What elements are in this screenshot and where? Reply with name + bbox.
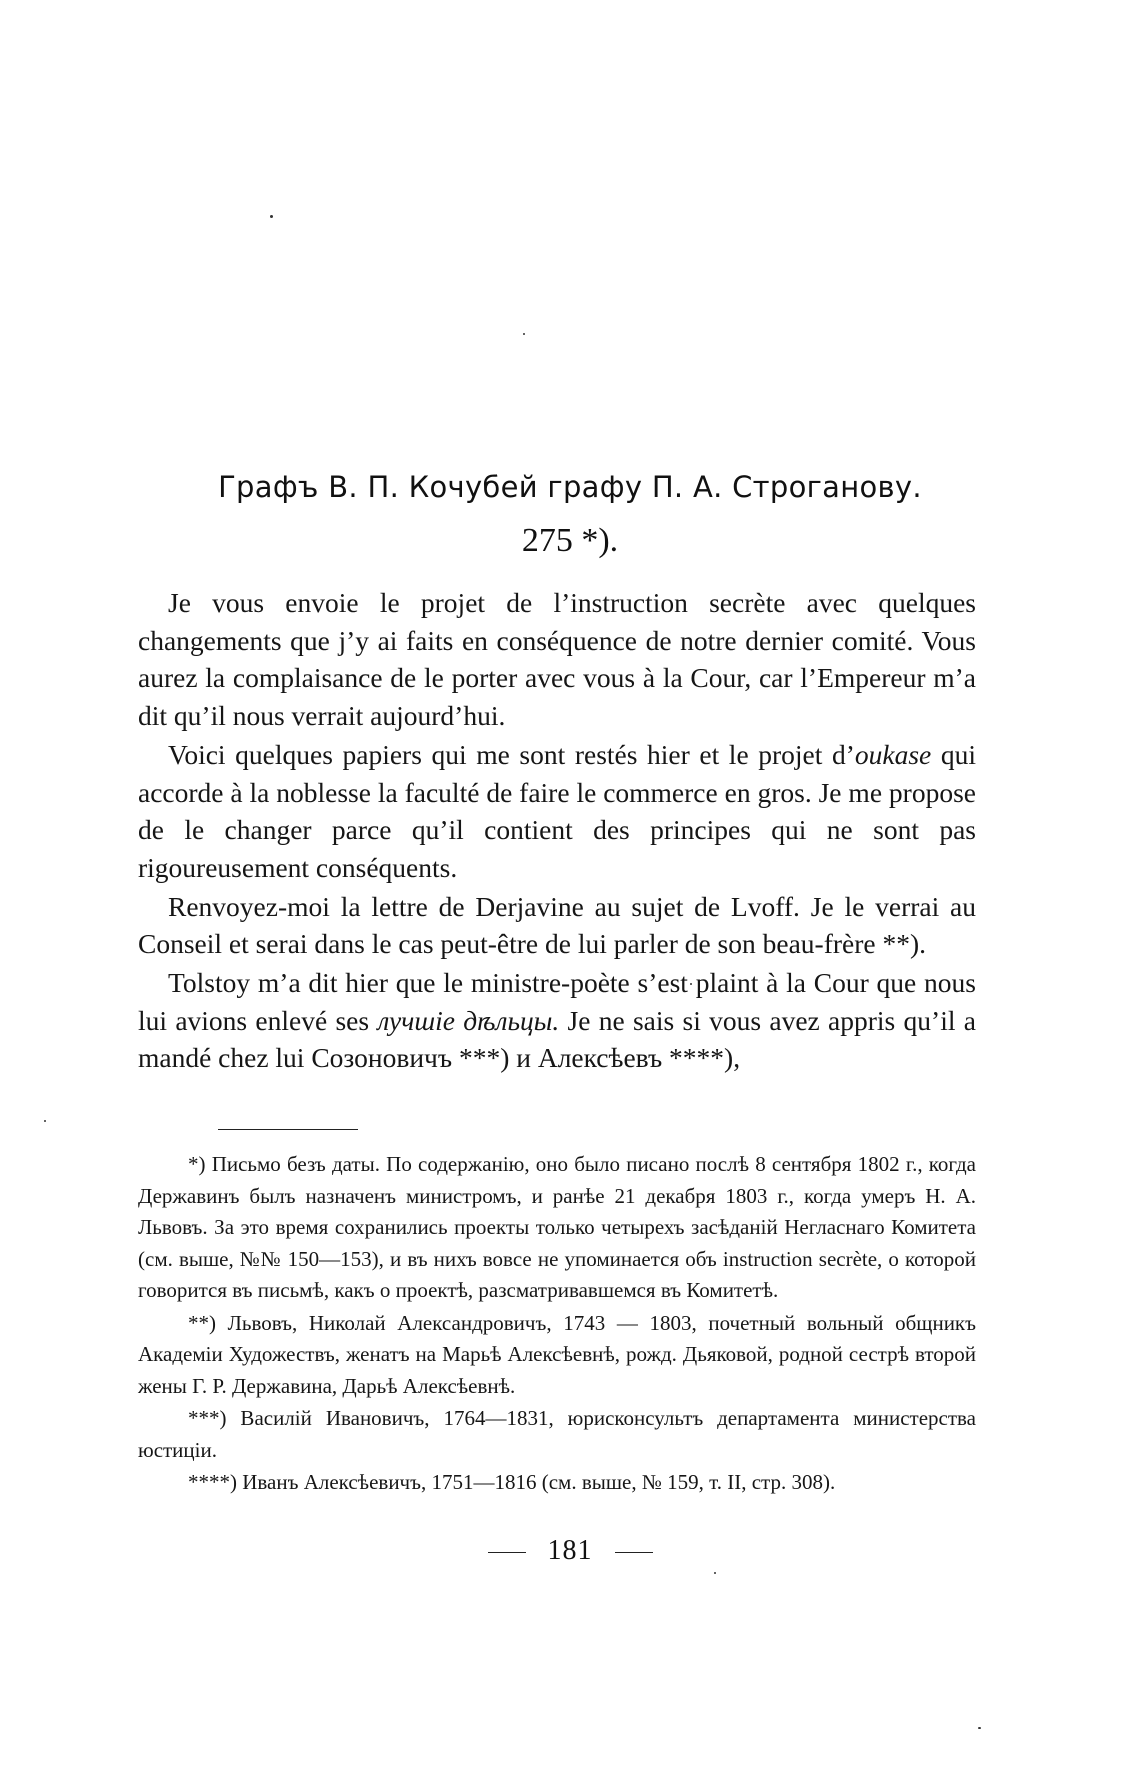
paragraph-4-italic: лучшіе дѣльцы. (377, 1004, 560, 1036)
page-number-value: 181 (547, 1535, 593, 1566)
document-number: 275 *). (521, 522, 619, 559)
paragraph-2-italic: oukase (854, 738, 932, 770)
letter-body (138, 584, 976, 1077)
paragraph-1: Je vous envoie le projet de l’instruction secrète avec quelques changements que j’y ai faits en conséquence de notre dernier comité. Vous aurez la complaisance de le porter avec vous à la Cour, car l’Empereur m’a dit qu’il nous verrait aujourd’hui. (138, 587, 976, 732)
scan-speck (978, 1727, 981, 1729)
footnote-divider (218, 1129, 358, 1130)
scan-speck (523, 333, 525, 335)
paragraph-4 (138, 964, 976, 1077)
footnote-3: ***) Василій Ивановичъ, 1764—1831, юрисконсультъ департамента министерства юстиціи. (138, 1406, 976, 1462)
footnotes (138, 1149, 976, 1499)
paragraph-2 (138, 736, 976, 887)
dash-right (615, 1552, 653, 1554)
paragraph-2-text-b: qui accorde à la noblesse la faculté de faire le commerce en gros. Je me propose de le changer parce qu’il contient des principes qui ne sont pas rigoureusement conséquents. (138, 738, 976, 883)
paragraph-2-text-a: Voici quelques papiers qui me sont restés hier et le projet d’ (168, 738, 855, 770)
letter-heading: Графъ В. П. Кочубей графу П. А. Строганову. (218, 470, 922, 504)
paragraph-4-text-a: Tolstoy m’a dit hier que le ministre-poète s’est plaint à la Cour que nous lui avions enlevé ses (138, 967, 976, 1036)
scan-speck (44, 1120, 46, 1122)
footnote-2: **) Львовъ, Николай Александровичъ, 1743 — 1803, почетный вольный общникъ Академіи Художествъ, женатъ на Марьѣ Алексѣевнѣ, рожд. Дьяковой, родной сестрѣ второй жены Г. Р. Державина, Дарьѣ Алексѣевнѣ. (138, 1310, 976, 1398)
footnote-4: ****) Иванъ Алексѣевичъ, 1751—1816 (см. выше, № 159, т. II, стр. 308). (188, 1470, 836, 1494)
page-number (120, 1535, 1020, 1567)
scan-speck (714, 1572, 716, 1574)
scan-speck (270, 215, 273, 218)
footnote-1: *) Письмо безъ даты. По содержанію, оно было писано послѣ 8 сентября 1802 г., когда Державинъ былъ назначенъ министромъ, и ранѣе 21 декабря 1803 г., когда умеръ Н. А. Львовъ. За это время сохранились проекты только четырехъ засѣданій Негласнаго Комитета (см. выше, №№ 150—153), и въ нихъ вовсе не упоминается объ instruction secrète, о которой говорится въ письмѣ, какъ о проектѣ, разсматривавшемся въ Комитетѣ. (138, 1152, 976, 1302)
dash-left (488, 1552, 526, 1554)
paragraph-4-text-b: Je ne sais si vous avez appris qu’il a mandé chez lui Созоновичъ ***) и Алексѣевъ ****), (138, 1004, 976, 1074)
paragraph-3: Renvoyez-moi la lettre de Derjavine au sujet de Lvoff. Je le verrai au Conseil et serai dans le cas peut-être de lui parler de son beau-frère **). (138, 890, 976, 960)
